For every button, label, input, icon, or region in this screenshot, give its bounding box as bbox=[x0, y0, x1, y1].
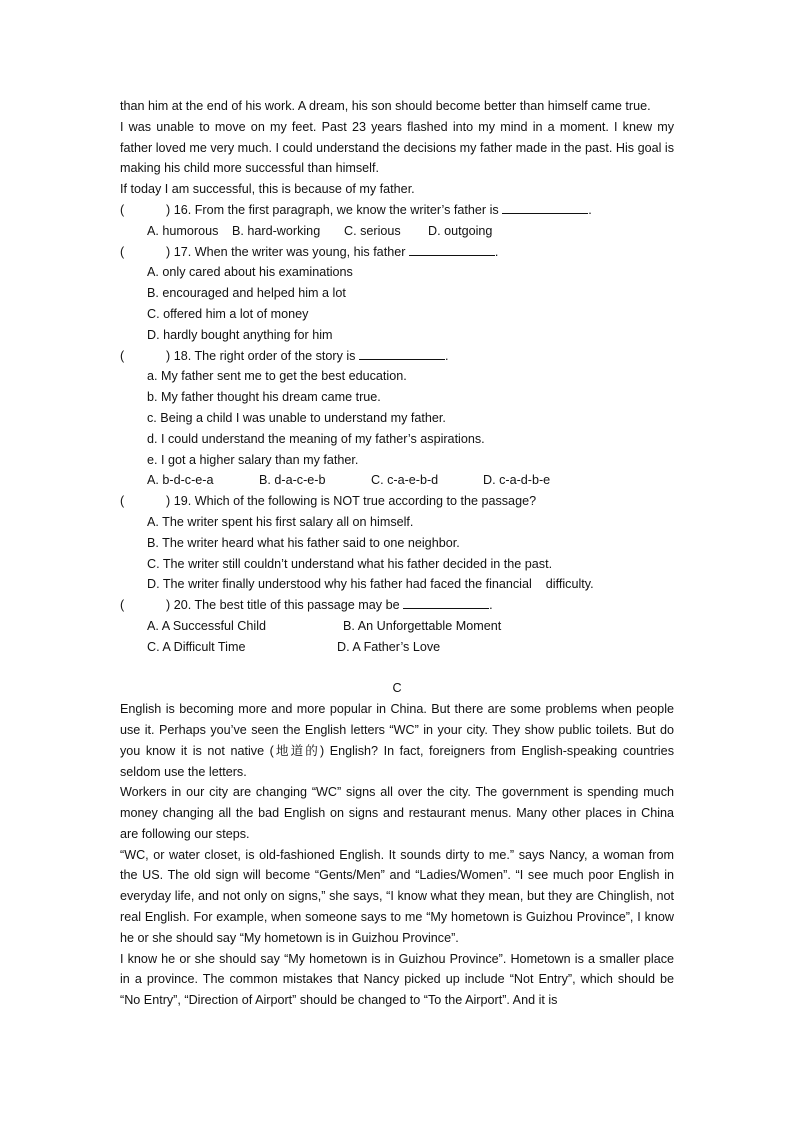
passage-paragraph: English is becoming more and more popular in China. But there are some problems when people use it. Perhaps you’ve seen the English letters “WC” in your city. They show public toilets. But do you know it is not native (地道的) English? In fact, foreigners from English-speaking countries seldom use the letters. bbox=[120, 702, 674, 779]
option-b[interactable]: B. d-a-c-e-b bbox=[259, 473, 326, 488]
passage-paragraph: Workers in our city are changing “WC” signs all over the city. The government is spending much money changing all the bad English on signs and restaurant menus. Many other places in China are following our steps. bbox=[120, 785, 674, 841]
question-stem: ) 16. From the first paragraph, we know the writer’s father is bbox=[166, 202, 499, 217]
option-a[interactable]: A. only cared about his examinations bbox=[147, 265, 353, 280]
worksheet-page bbox=[120, 96, 674, 1011]
story-event: c. Being a child I was unable to understand my father. bbox=[147, 410, 446, 425]
option-d[interactable]: D. c-a-d-b-e bbox=[483, 473, 551, 488]
story-event: b. My father thought his dream came true. bbox=[147, 390, 381, 405]
answer-blank bbox=[502, 201, 588, 214]
answer-blank bbox=[359, 347, 445, 360]
option-b[interactable]: B. The writer heard what his father said to one neighbor. bbox=[147, 535, 460, 550]
question-stem: ) 20. The best title of this passage may be bbox=[166, 598, 400, 613]
answer-bracket[interactable]: ( bbox=[120, 348, 125, 363]
story-event: a. My father sent me to get the best education. bbox=[147, 369, 407, 384]
options-row bbox=[147, 637, 674, 658]
question-stem: ) 18. The right order of the story is bbox=[166, 348, 356, 363]
story-event: d. I could understand the meaning of my father’s aspirations. bbox=[147, 431, 485, 446]
option-d[interactable]: D. outgoing bbox=[428, 223, 493, 238]
option-b[interactable]: B. An Unforgettable Moment bbox=[343, 618, 502, 633]
option-c[interactable]: C. serious bbox=[344, 223, 401, 238]
option-b[interactable]: B. encouraged and helped him a lot bbox=[147, 286, 346, 301]
answer-bracket[interactable]: ( bbox=[120, 598, 125, 613]
option-a[interactable]: A. The writer spent his first salary all on himself. bbox=[147, 514, 414, 529]
option-a[interactable]: A. humorous bbox=[147, 223, 219, 238]
options-row bbox=[147, 616, 674, 637]
option-d[interactable]: D. hardly bought anything for him bbox=[147, 327, 333, 342]
option-d[interactable]: D. The writer finally understood why his father had faced the financial difficulty. bbox=[147, 577, 594, 592]
story-event: e. I got a higher salary than my father. bbox=[147, 452, 359, 467]
answer-bracket[interactable]: ( bbox=[120, 244, 125, 259]
question-19 bbox=[120, 491, 674, 512]
option-b[interactable]: B. hard-working bbox=[232, 223, 321, 238]
answer-blank bbox=[409, 243, 495, 256]
option-c[interactable]: C. The writer still couldn’t understand what his father decided in the past. bbox=[147, 556, 553, 571]
question-20: ( ) 20. The best title of this passage may be . bbox=[120, 595, 674, 616]
question-16: ( ) 16. From the first paragraph, we know the writer’s father is . bbox=[120, 200, 674, 221]
option-a[interactable]: A. b-d-c-e-a bbox=[147, 473, 214, 488]
option-c[interactable]: C. c-a-e-b-d bbox=[371, 473, 439, 488]
question-stem: ) 17. When the writer was young, his father bbox=[166, 244, 406, 259]
question-17: ( ) 17. When the writer was young, his father . bbox=[120, 242, 674, 263]
section-heading: C bbox=[392, 681, 402, 696]
passage-paragraph: “WC, or water closet, is old-fashioned English. It sounds dirty to me.” says Nancy, a woman from the US. The old sign will become “Gents/Men” and “Ladies/Women”. “I see much poor English in everyday life, and not only on signs,” she says, “I know what they mean, but they are Chinglish, not real English. For example, when someone says to me “My hometown is Guizhou Province”, I know he or she should say “My hometown is in Guizhou Province”. bbox=[120, 847, 674, 945]
passage-paragraph: than him at the end of his work. A dream, his son should become better than himself came true. bbox=[120, 99, 651, 113]
options-row bbox=[147, 221, 674, 242]
option-c[interactable]: C. offered him a lot of money bbox=[147, 306, 309, 321]
option-a[interactable]: A. A Successful Child bbox=[147, 618, 267, 633]
options-row bbox=[147, 470, 674, 491]
question-stem: ) 19. Which of the following is NOT true according to the passage? bbox=[166, 494, 537, 509]
answer-bracket[interactable]: ( bbox=[120, 494, 125, 509]
option-d[interactable]: D. A Father’s Love bbox=[337, 639, 441, 654]
passage-paragraph: I was unable to move on my feet. Past 23 years flashed into my mind in a moment. I knew my father loved me very much. I could understand the decisions my father made in the past. His goal is making his child more successful than himself. bbox=[120, 119, 674, 176]
passage-paragraph: I know he or she should say “My hometown is in Guizhou Province”. Hometown is a smaller place in a province. The common mistakes that Nancy picked up include “Not Entry”, which should be “No Entry”, “Direction of Airport” should be changed to “To the Airport”. And it is bbox=[120, 951, 674, 1008]
question-18: ( ) 18. The right order of the story is . bbox=[120, 346, 674, 367]
passage-paragraph: If today I am successful, this is because of my father. bbox=[120, 182, 415, 197]
answer-blank bbox=[403, 596, 489, 609]
answer-bracket[interactable]: ( bbox=[120, 202, 125, 217]
option-c[interactable]: C. A Difficult Time bbox=[147, 639, 246, 654]
